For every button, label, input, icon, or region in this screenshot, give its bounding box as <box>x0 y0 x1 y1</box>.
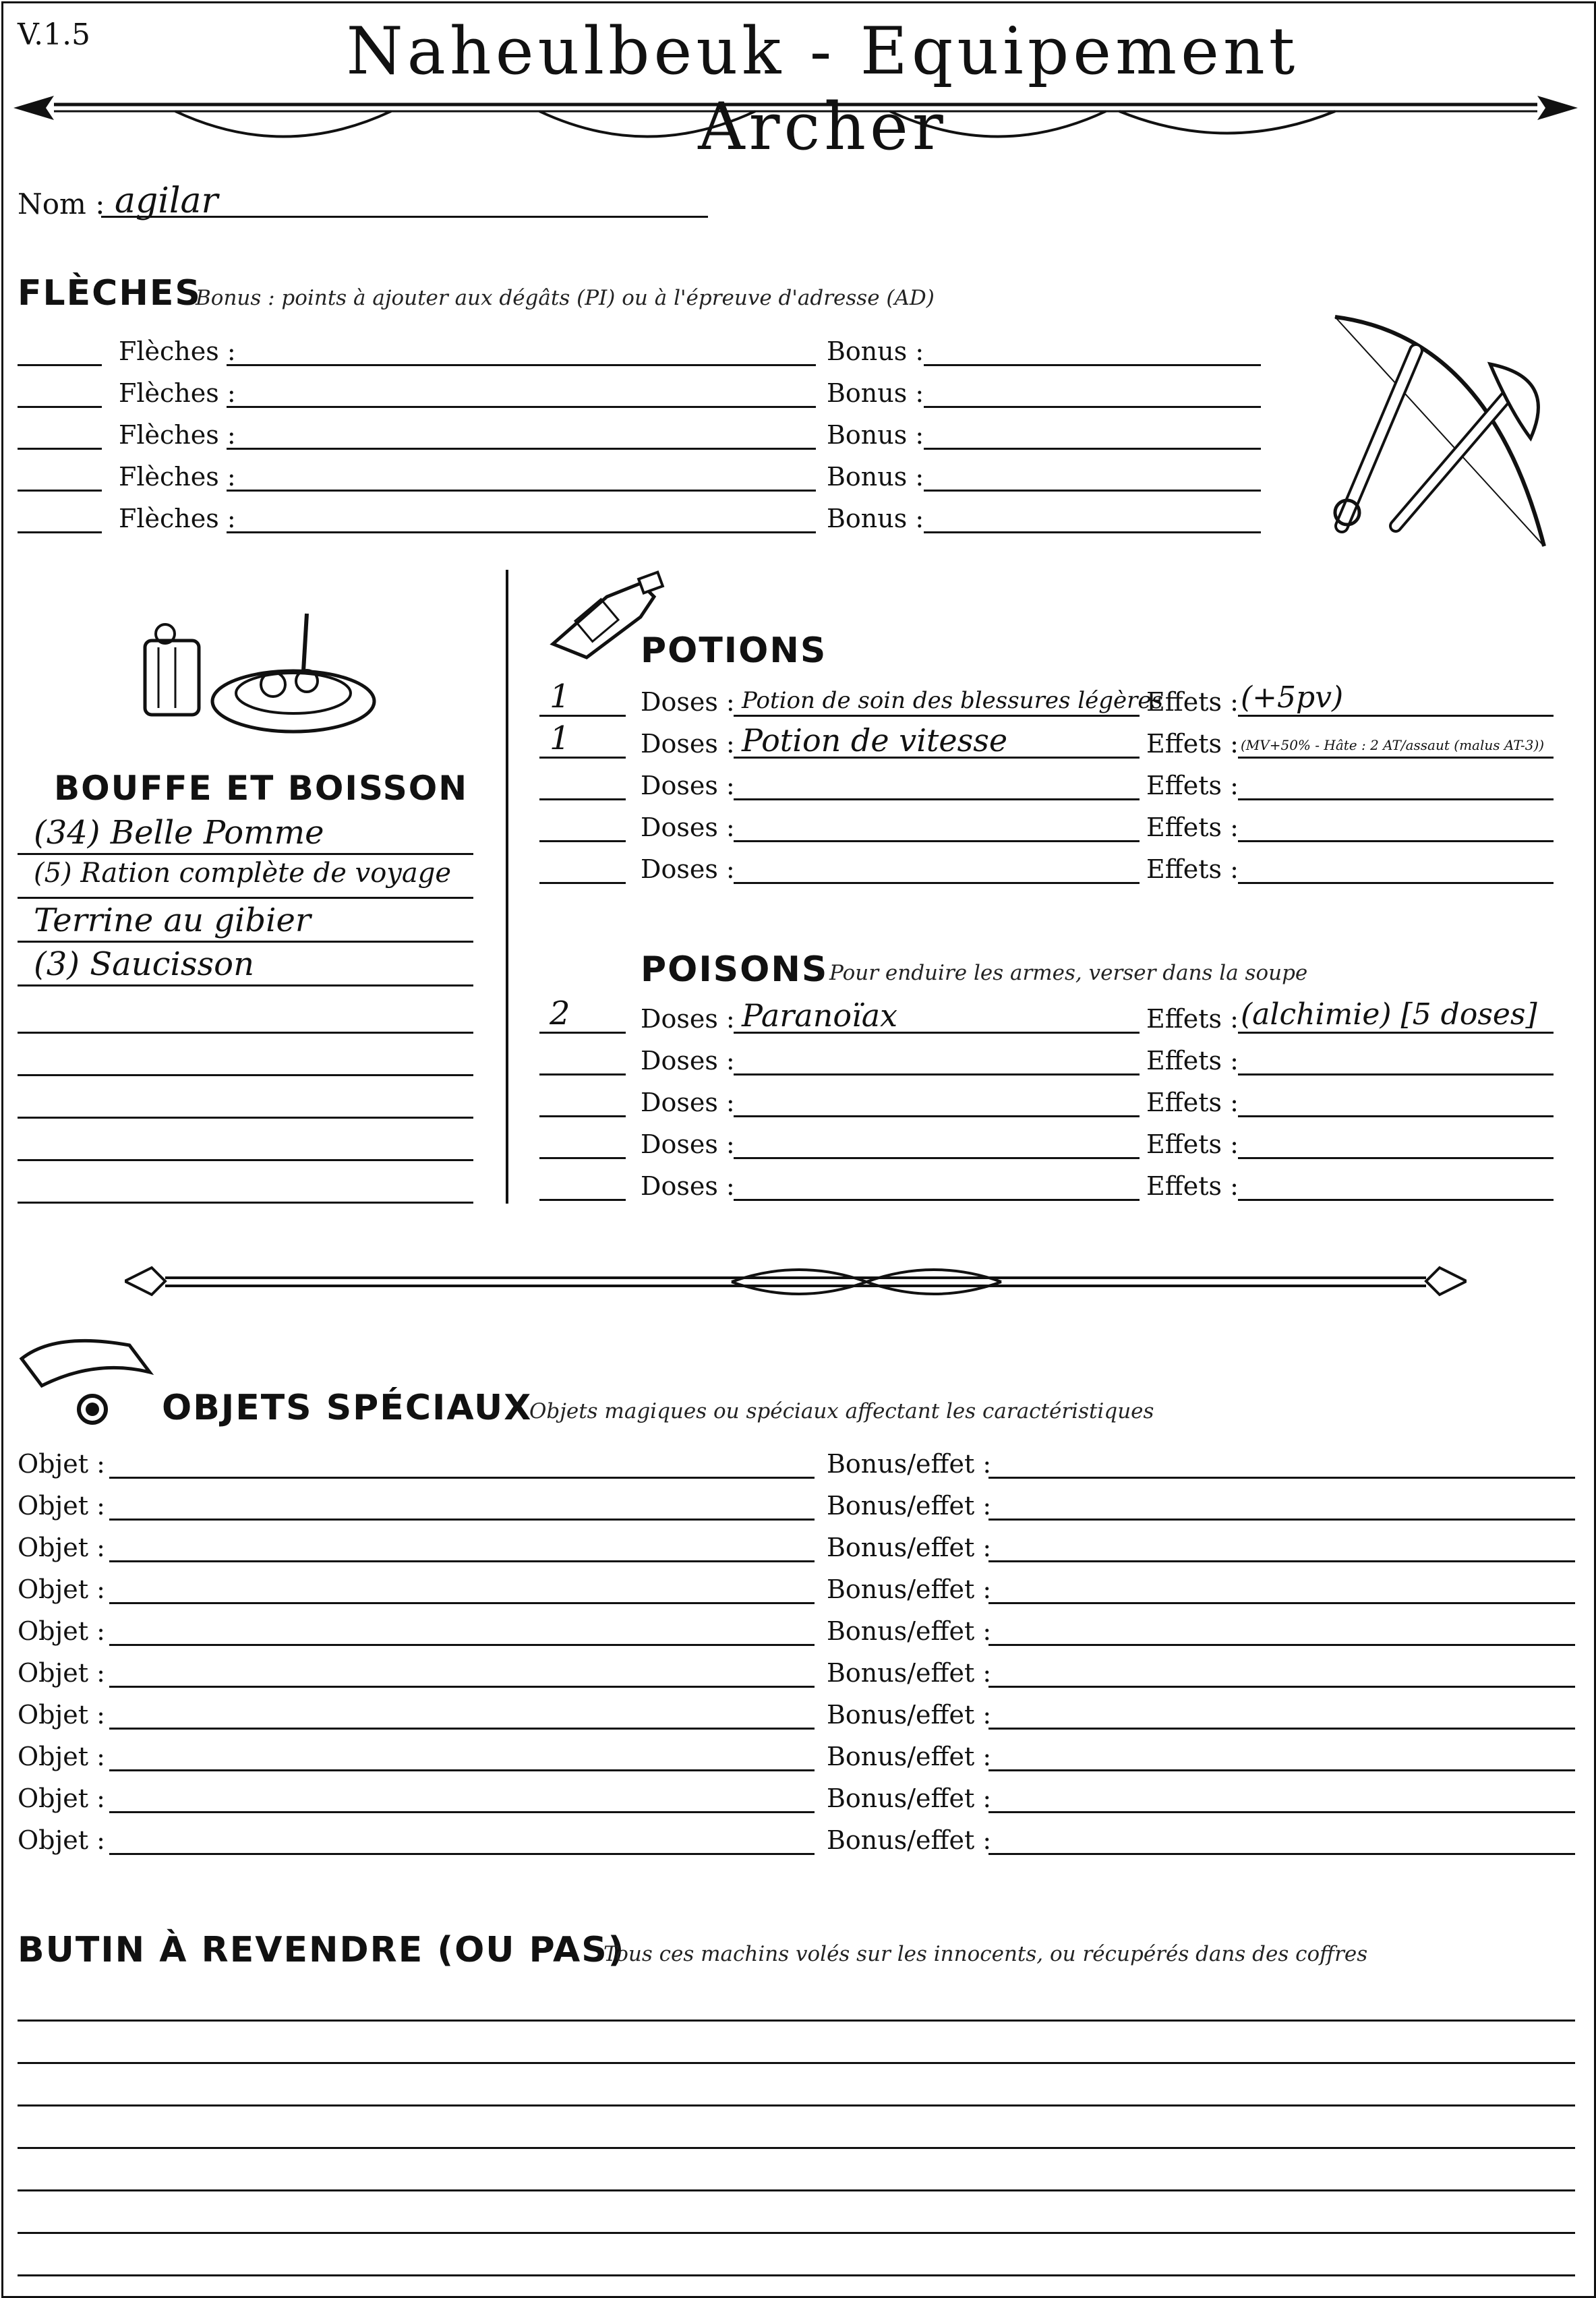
objet-line[interactable] <box>109 1602 815 1604</box>
fleches-row-label: Flèches : <box>119 378 236 408</box>
fleches-name-line[interactable] <box>227 364 816 366</box>
objet-label: Objet : <box>18 1784 105 1813</box>
potions-qty-line[interactable] <box>539 798 626 800</box>
objet-line[interactable] <box>109 1519 815 1521</box>
butin-subtitle: Tous ces machins volés sur les innocents, ou récupérés dans des coffres <box>603 1942 1368 1966</box>
potions-dose-line[interactable] <box>734 715 1140 717</box>
poisons-qty-line[interactable] <box>539 1199 626 1201</box>
poisons-effets-label: Effets : <box>1146 1088 1239 1117</box>
bouffe-item: (34) Belle Pomme <box>34 814 324 852</box>
objet-bonus-label: Bonus/effet : <box>827 1700 992 1730</box>
column-separator <box>506 570 508 1204</box>
poisons-effet-line[interactable] <box>1238 1032 1554 1034</box>
objet-label: Objet : <box>18 1825 105 1855</box>
butin-line[interactable] <box>18 2020 1575 2022</box>
potions-effet-line[interactable] <box>1238 757 1554 759</box>
potions-effets-label: Effets : <box>1146 687 1239 717</box>
potions-effets-label: Effets : <box>1146 771 1239 800</box>
objet-bonus-line[interactable] <box>988 1811 1575 1813</box>
potions-qty: 1 <box>550 719 570 757</box>
fleches-name-line[interactable] <box>227 490 816 492</box>
butin-line[interactable] <box>18 2274 1575 2276</box>
bouffe-item: (5) Ration complète de voyage <box>34 858 452 889</box>
potions-qty-line[interactable] <box>539 882 626 884</box>
objet-bonus-label: Bonus/effet : <box>827 1449 992 1479</box>
fleches-row-label: Flèches : <box>119 462 236 492</box>
potions-qty: 1 <box>550 678 570 715</box>
bouffe-item: (3) Saucisson <box>34 945 254 983</box>
poisons-doses-label: Doses : <box>641 1129 735 1159</box>
potions-doses-label: Doses : <box>641 771 735 800</box>
bouffe-line[interactable] <box>18 941 473 943</box>
poisons-heading: POISONS <box>641 949 829 990</box>
potions-effets-label: Effets : <box>1146 813 1239 842</box>
fleches-name-line[interactable] <box>227 406 816 408</box>
objet-bonus-line[interactable] <box>988 1769 1575 1771</box>
fleches-bonus-line[interactable] <box>924 490 1261 492</box>
poisons-qty-line[interactable] <box>539 1073 626 1076</box>
objet-bonus-label: Bonus/effet : <box>827 1574 992 1604</box>
potions-doses-label: Doses : <box>641 729 735 759</box>
fleches-qty-line[interactable] <box>18 490 102 492</box>
fleches-qty-line[interactable] <box>18 531 102 533</box>
objet-bonus-line[interactable] <box>988 1477 1575 1479</box>
potions-qty-line[interactable] <box>539 840 626 842</box>
potions-dose-value: Potion de soin des blessures légères <box>742 687 1163 714</box>
potions-effet-line[interactable] <box>1238 840 1554 842</box>
poisons-effet-line[interactable] <box>1238 1157 1554 1159</box>
fleches-bonus-line[interactable] <box>924 406 1261 408</box>
objet-line[interactable] <box>109 1811 815 1813</box>
objet-bonus-line[interactable] <box>988 1853 1575 1855</box>
poisons-dose-value: Paranoïax <box>742 997 898 1034</box>
potions-effet-value: (+5pv) <box>1241 680 1344 715</box>
poisons-qty-line[interactable] <box>539 1157 626 1159</box>
objet-bonus-label: Bonus/effet : <box>827 1533 992 1562</box>
poisons-effets-label: Effets : <box>1146 1046 1239 1076</box>
fleches-bonus-label: Bonus : <box>827 378 924 408</box>
objet-line[interactable] <box>109 1769 815 1771</box>
poisons-dose-line[interactable] <box>734 1157 1140 1159</box>
poisons-doses-label: Doses : <box>641 1046 735 1076</box>
potions-effets-label: Effets : <box>1146 854 1239 884</box>
objet-bonus-line[interactable] <box>988 1686 1575 1688</box>
butin-line[interactable] <box>18 2189 1575 2191</box>
poisons-subtitle: Pour enduire les armes, verser dans la soupe <box>829 961 1308 985</box>
fleches-name-line[interactable] <box>227 531 816 533</box>
potions-doses-label: Doses : <box>641 813 735 842</box>
fleches-bonus-line[interactable] <box>924 531 1261 533</box>
fleches-heading: FLÈCHES <box>18 273 202 314</box>
butin-line[interactable] <box>18 2062 1575 2064</box>
fleches-bonus-label: Bonus : <box>827 336 924 366</box>
fleches-subtitle: Bonus : points à ajouter aux dégâts (PI) ou à l'épreuve d'adresse (AD) <box>196 286 935 310</box>
poisons-doses-label: Doses : <box>641 1004 735 1034</box>
food-plate-icon <box>138 607 381 738</box>
objet-line[interactable] <box>109 1477 815 1479</box>
poisons-dose-line[interactable] <box>734 1199 1140 1201</box>
butin-line[interactable] <box>18 2147 1575 2149</box>
bouffe-heading: BOUFFE ET BOISSON <box>54 769 469 808</box>
objets-subtitle: Objets magiques ou spéciaux affectant les caractéristiques <box>529 1399 1154 1423</box>
scroll-ring-icon <box>15 1332 156 1433</box>
objet-bonus-label: Bonus/effet : <box>827 1616 992 1646</box>
fleches-bonus-line[interactable] <box>924 448 1261 450</box>
nom-field[interactable]: agilar <box>115 181 218 221</box>
poisons-effets-label: Effets : <box>1146 1129 1239 1159</box>
objet-bonus-label: Bonus/effet : <box>827 1491 992 1521</box>
objet-line[interactable] <box>109 1560 815 1562</box>
bouffe-item: Terrine au gibier <box>34 902 311 939</box>
butin-line[interactable] <box>18 2232 1575 2234</box>
potions-effet-line[interactable] <box>1238 715 1554 717</box>
fleches-name-line[interactable] <box>227 448 816 450</box>
page-title: Naheulbeuk - Equipement Archer <box>346 13 1299 165</box>
potions-effets-label: Effets : <box>1146 729 1239 759</box>
potions-heading: POTIONS <box>641 630 827 671</box>
potions-effet-line[interactable] <box>1238 798 1554 800</box>
potions-dose-line[interactable] <box>734 798 1140 800</box>
potions-effet-line[interactable] <box>1238 882 1554 884</box>
fleches-bonus-label: Bonus : <box>827 504 924 533</box>
objet-bonus-label: Bonus/effet : <box>827 1784 992 1813</box>
poisons-effet-value: (alchimie) [5 doses] <box>1241 997 1537 1032</box>
fleches-bonus-line[interactable] <box>924 364 1261 366</box>
poisons-effets-label: Effets : <box>1146 1171 1239 1201</box>
objet-line[interactable] <box>109 1728 815 1730</box>
spear-divider-icon <box>13 81 1578 155</box>
bouffe-line[interactable] <box>18 1032 473 1034</box>
objet-label: Objet : <box>18 1616 105 1646</box>
potions-dose-line[interactable] <box>734 840 1140 842</box>
poisons-dose-line[interactable] <box>734 1073 1140 1076</box>
staff-divider-icon <box>125 1258 1467 1305</box>
bouffe-line[interactable] <box>18 853 473 855</box>
crossed-weapons-icon <box>1315 310 1571 553</box>
objet-label: Objet : <box>18 1449 105 1479</box>
poisons-effet-line[interactable] <box>1238 1115 1554 1117</box>
poisons-effet-line[interactable] <box>1238 1199 1554 1201</box>
butin-line[interactable] <box>18 2104 1575 2106</box>
objet-label: Objet : <box>18 1658 105 1688</box>
poisons-effet-line[interactable] <box>1238 1073 1554 1076</box>
poisons-effets-label: Effets : <box>1146 1004 1239 1034</box>
poisons-doses-label: Doses : <box>641 1088 735 1117</box>
bouffe-line[interactable] <box>18 1074 473 1076</box>
fleches-qty-line[interactable] <box>18 364 102 366</box>
objet-bonus-line[interactable] <box>988 1519 1575 1521</box>
objet-line[interactable] <box>109 1686 815 1688</box>
version-label: V.1.5 <box>18 18 91 52</box>
objet-label: Objet : <box>18 1491 105 1521</box>
fleches-bonus-label: Bonus : <box>827 462 924 492</box>
objet-bonus-line[interactable] <box>988 1602 1575 1604</box>
poisons-qty: 2 <box>550 995 570 1032</box>
nom-label: Nom : <box>18 187 105 220</box>
objet-label: Objet : <box>18 1533 105 1562</box>
fleches-qty-line[interactable] <box>18 406 102 408</box>
objet-bonus-line[interactable] <box>988 1644 1575 1646</box>
bouffe-line[interactable] <box>18 1117 473 1119</box>
fleches-row-label: Flèches : <box>119 420 236 450</box>
potions-dose-value: Potion de vitesse <box>742 722 1008 759</box>
objet-bonus-label: Bonus/effet : <box>827 1658 992 1688</box>
objet-bonus-label: Bonus/effet : <box>827 1825 992 1855</box>
fleches-row-label: Flèches : <box>119 336 236 366</box>
poisons-doses-label: Doses : <box>641 1171 735 1201</box>
butin-heading: BUTIN À REVENDRE (OU PAS) <box>18 1930 626 1970</box>
poisons-qty-line[interactable] <box>539 1115 626 1117</box>
objet-label: Objet : <box>18 1700 105 1730</box>
objet-bonus-line[interactable] <box>988 1560 1575 1562</box>
objet-bonus-label: Bonus/effet : <box>827 1742 992 1771</box>
objets-heading: OBJETS SPÉCIAUX <box>162 1388 533 1428</box>
potions-effet-value: (MV+50% - Hâte : 2 AT/assaut (malus AT-3)) <box>1241 737 1545 753</box>
fleches-row-label: Flèches : <box>119 504 236 533</box>
bouffe-line[interactable] <box>18 1202 473 1204</box>
objet-label: Objet : <box>18 1742 105 1771</box>
objet-line[interactable] <box>109 1853 815 1855</box>
bouffe-line[interactable] <box>18 1159 473 1161</box>
potions-doses-label: Doses : <box>641 687 735 717</box>
poisons-dose-line[interactable] <box>734 1115 1140 1117</box>
potions-doses-label: Doses : <box>641 854 735 884</box>
fleches-bonus-label: Bonus : <box>827 420 924 450</box>
bouffe-line[interactable] <box>18 897 473 899</box>
objet-line[interactable] <box>109 1644 815 1646</box>
objet-bonus-line[interactable] <box>988 1728 1575 1730</box>
fleches-qty-line[interactable] <box>18 448 102 450</box>
objet-label: Objet : <box>18 1574 105 1604</box>
potions-dose-line[interactable] <box>734 882 1140 884</box>
bouffe-line[interactable] <box>18 984 473 986</box>
